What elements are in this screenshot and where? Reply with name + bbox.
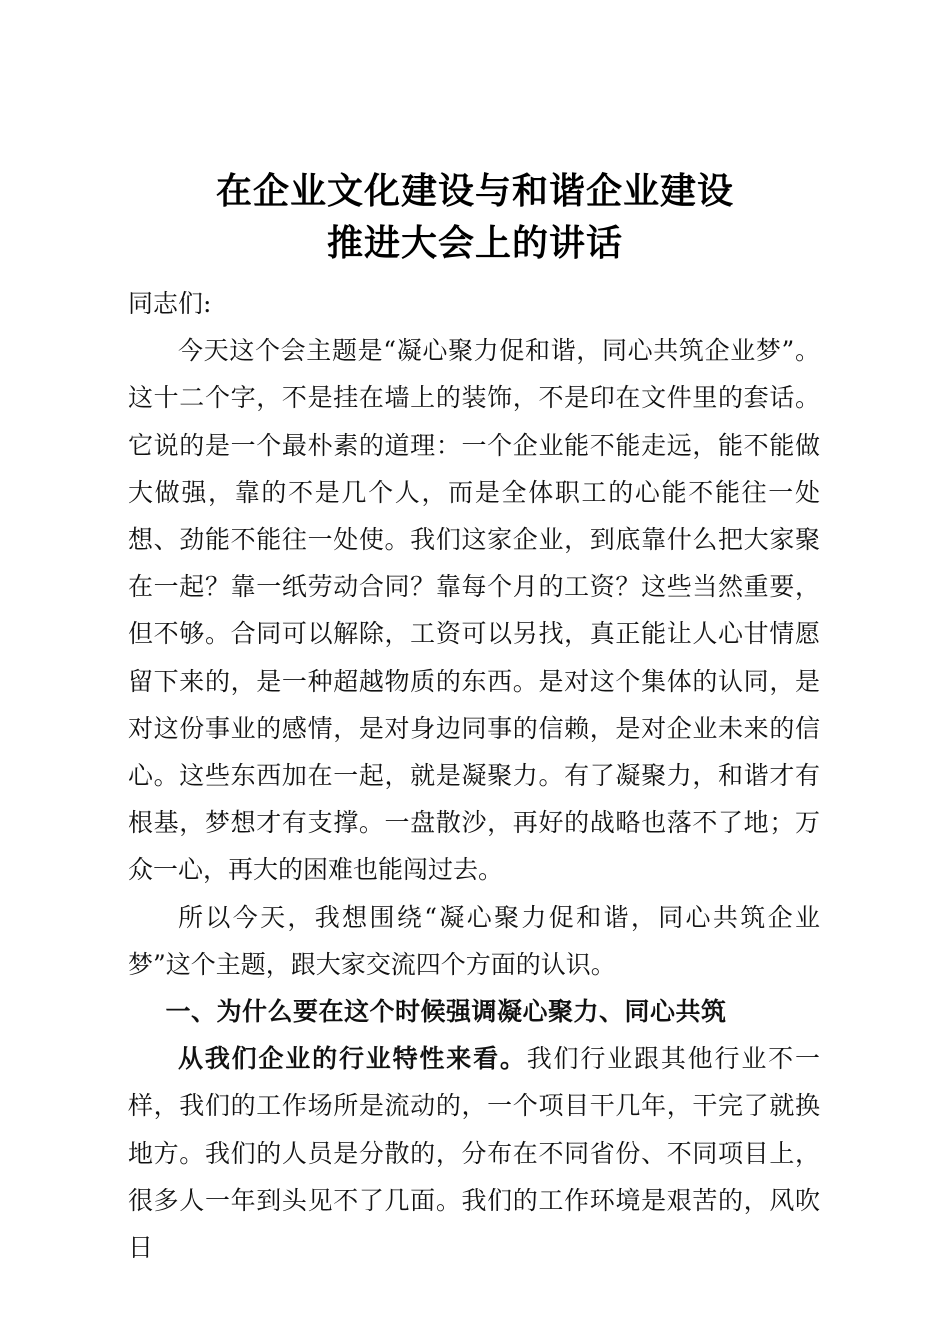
section-heading-1: 一、为什么要在这个时候强调凝心聚力、同心共筑 xyxy=(165,997,727,1027)
title-line-2: 推进大会上的讲话 xyxy=(326,223,623,264)
paragraph-lead-sentence: 从我们企业的行业特性来看。 xyxy=(178,1044,527,1074)
paragraph-body-text: 我们行业跟其他行业不一样，我们的工作场所是流动的，一个项目干几年，干完了就换地方。我们的人员是分散的，分布在不同省份、不同项目上，很多人一年到头见不了几面。我们的工作环境是艰苦的，风吹日 xyxy=(128,1044,820,1263)
salutation: 同志们: xyxy=(128,289,212,318)
title-line-1: 在企业文化建设与和谐企业建设 xyxy=(215,171,734,212)
speech-body xyxy=(128,280,820,1271)
paragraph-theme: 今天这个会主题是“凝心聚力促和谐，同心共筑企业梦”。这十二个字，不是挂在墙上的装饰，不是印在文件里的套话。它说的是一个最朴素的道理：一个企业能不能走远，能不能做大做强，靠的不是几个人，而是全体职工的心能不能往一处想、劲能不能往一处使。我们这家企业，到底靠什么把大家聚在一起？靠一纸劳动合同？靠每个月的工资？这些当然重要，但不够。合同可以解除，工资可以另找，真正能让人心甘情愿留下来的，是一种超越物质的东西。是对这个集体的认同，是对这份事业的感情，是对身边同事的信赖，是对企业未来的信心。这些东西加在一起，就是凝聚力。有了凝聚力，和谐才有根基，梦想才有支撑。一盘散沙，再好的战略也落不了地；万众一心，再大的困难也能闯过去。 xyxy=(128,336,820,885)
speech-title xyxy=(0,166,950,270)
paragraph-industry xyxy=(128,1035,820,1271)
paragraph-intro: 所以今天，我想围绕“凝心聚力促和谐，同心共筑企业梦”这个主题，跟大家交流四个方面的认识。 xyxy=(128,902,820,979)
